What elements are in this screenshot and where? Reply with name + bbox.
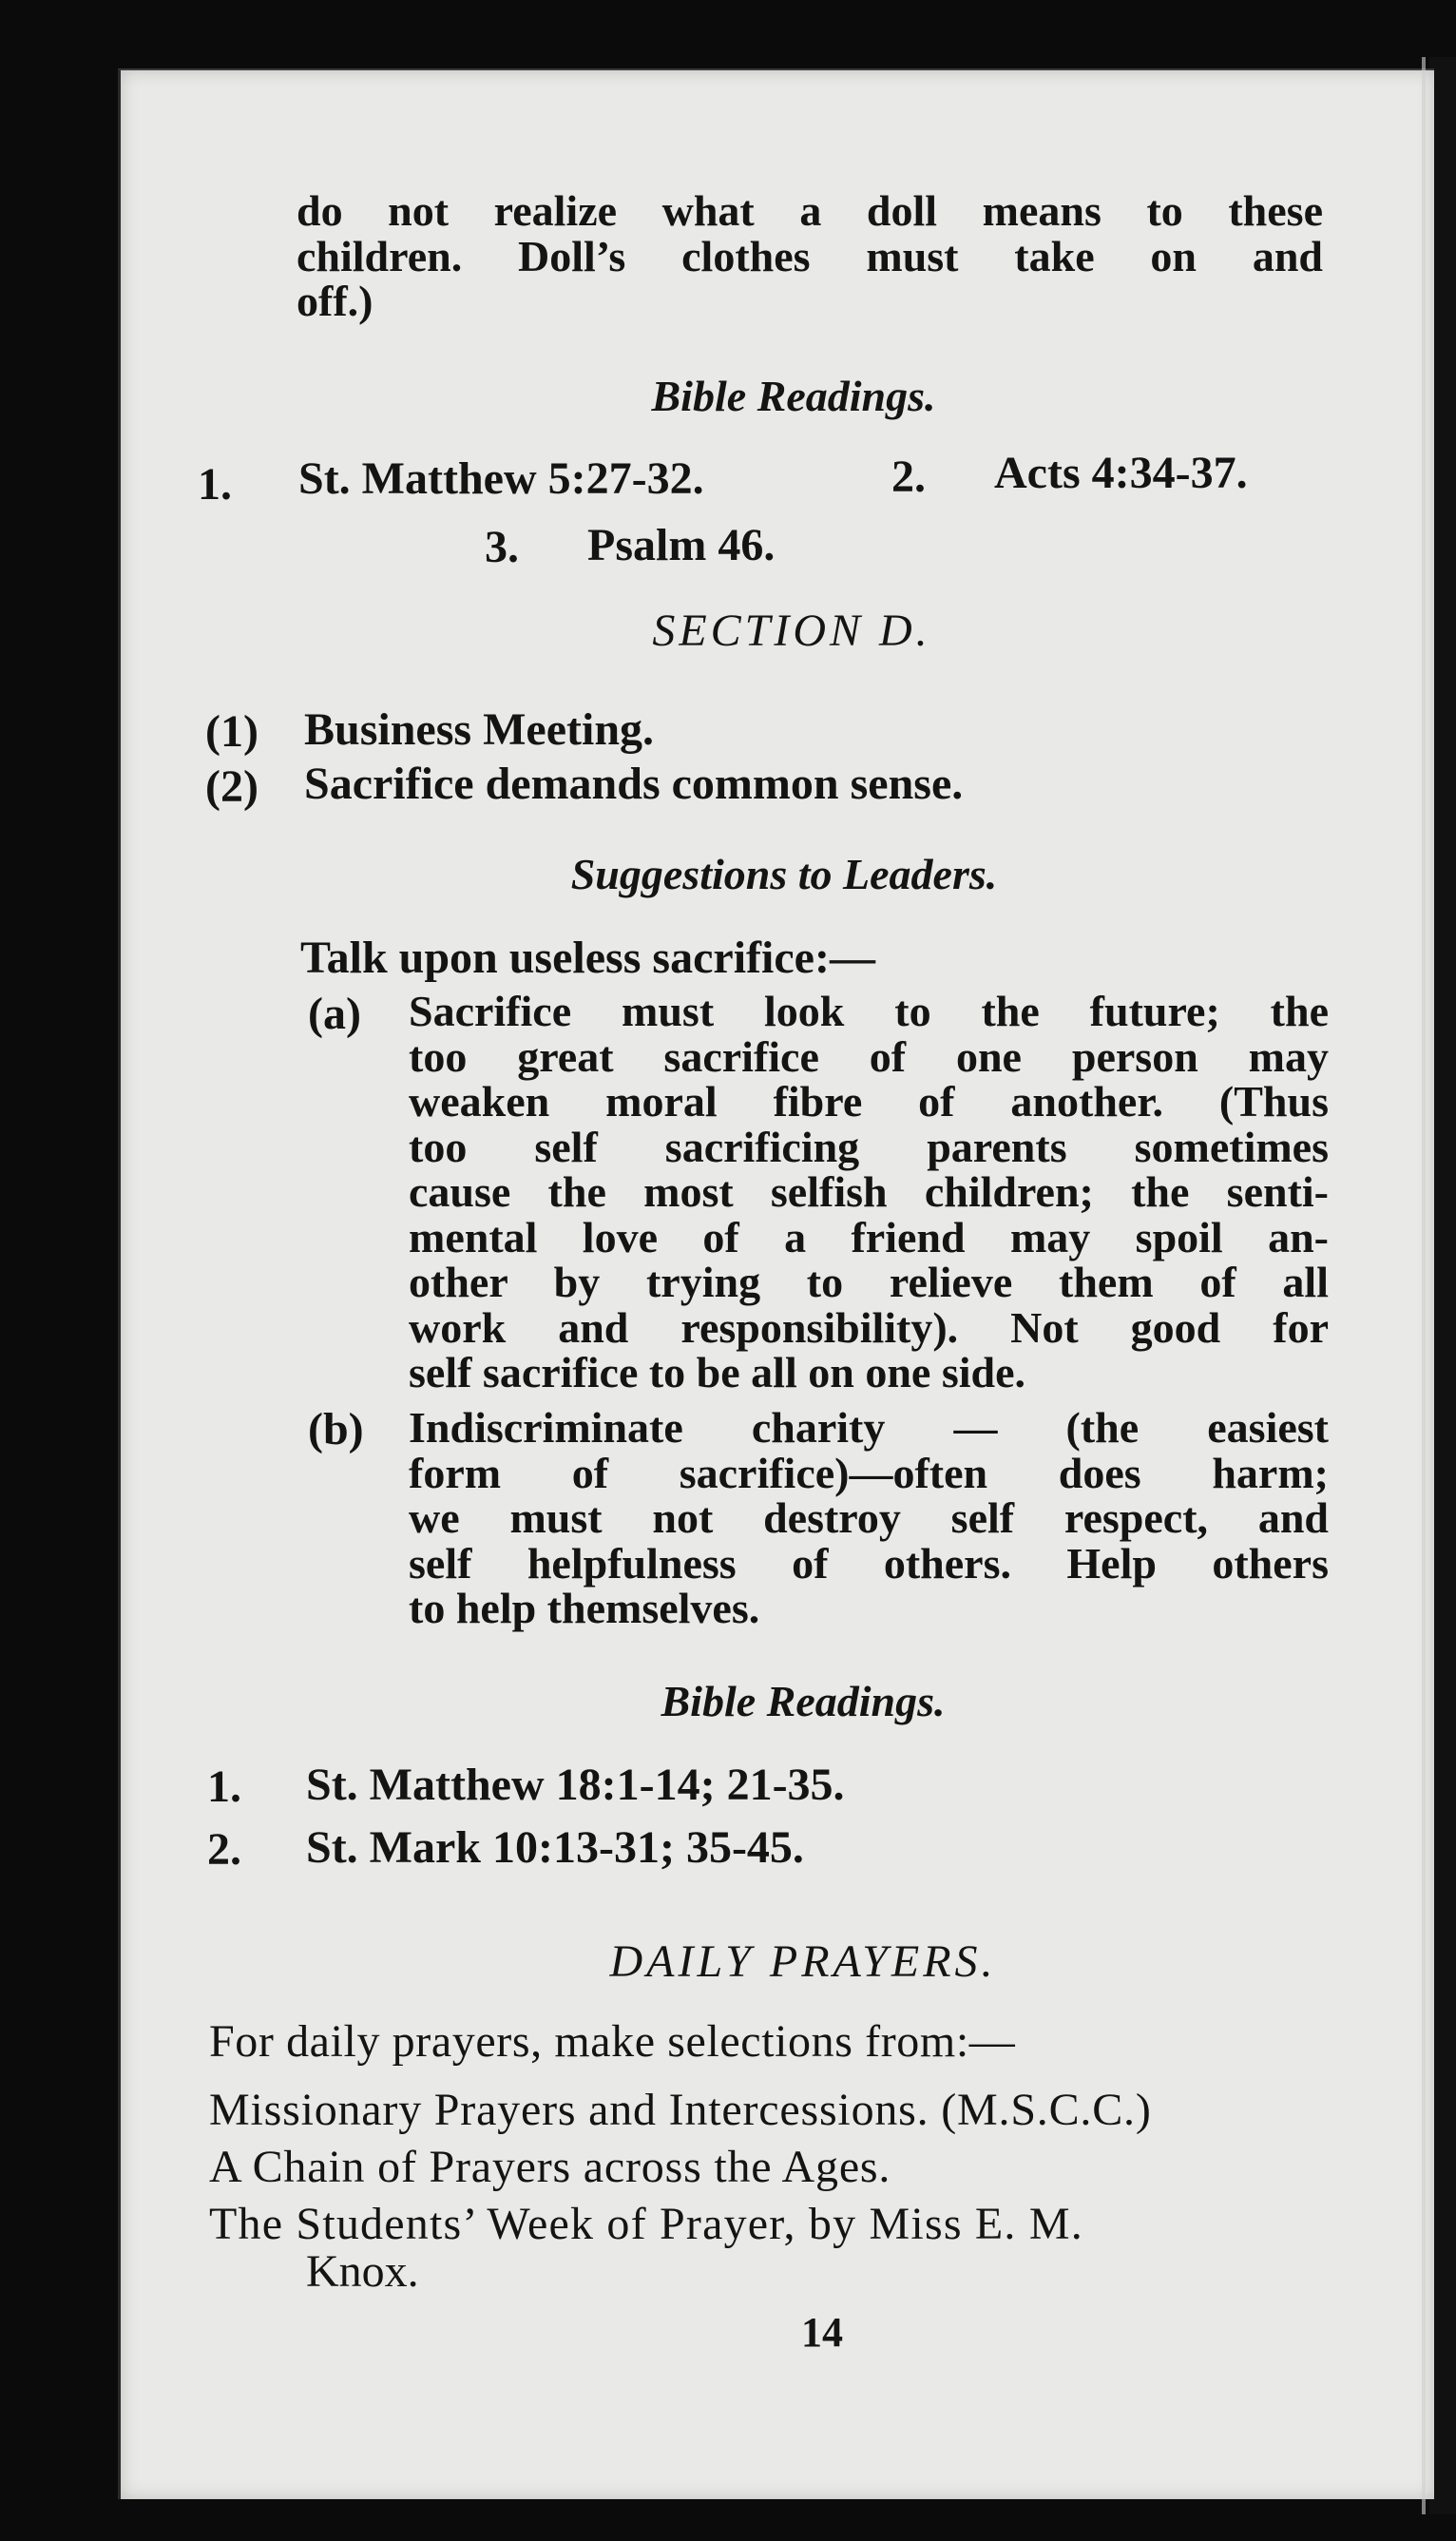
section-heading: SECTION D.	[652, 606, 931, 656]
reading-reference: St. Matthew 5:27-32.	[298, 453, 704, 504]
daily-intro: For daily prayers, make selections from:—	[209, 2016, 1016, 2067]
reading-number: 1.	[207, 1761, 241, 1812]
page-edge	[1422, 57, 1426, 2514]
paragraph-line: do not realize what a doll means to these	[297, 186, 1323, 235]
reading-reference: St. Mark 10:13-31; 35-45.	[306, 1822, 804, 1873]
item-a-text	[409, 989, 1329, 1396]
reading-reference: Acts 4:34-37.	[994, 448, 1248, 498]
daily-prayers-heading: DAILY PRAYERS.	[609, 1936, 997, 1987]
item-a-label: (a)	[308, 989, 361, 1039]
item-a-line: cause the most selfish children; the senti-	[409, 1167, 1329, 1216]
bible-readings-heading: Bible Readings.	[661, 1677, 946, 1725]
item-b-line: Indiscriminate charity — (the easiest	[409, 1403, 1329, 1452]
top-paragraph	[297, 188, 1323, 324]
item-a-line: weaken moral fibre of another. (Thus	[409, 1077, 1329, 1126]
prayer-source: A Chain of Prayers across the Ages.	[209, 2142, 891, 2192]
section-item-number: (2)	[205, 761, 259, 812]
item-b-line: to help themselves.	[409, 1584, 760, 1632]
item-a-line: other by trying to relieve them of all	[409, 1258, 1329, 1306]
page-number: 14	[801, 2309, 843, 2356]
item-a-line: self sacrifice to be all on one side.	[409, 1348, 1026, 1396]
reading-reference: Psalm 46.	[587, 520, 776, 570]
item-a-line: work and responsibility). Not good for	[409, 1302, 1329, 1352]
prayer-source: The Students’ Week of Prayer, by Miss E. M.	[209, 2199, 1083, 2249]
item-b-line: self helpfulness of others. Help others	[409, 1538, 1329, 1588]
item-b-text	[409, 1405, 1329, 1631]
reading-reference: St. Matthew 18:1-14; 21-35.	[306, 1760, 845, 1810]
reading-number: 2.	[207, 1824, 241, 1875]
item-a-line: mental love of a friend may spoil an-	[409, 1212, 1329, 1261]
section-item-text: Business Meeting.	[304, 704, 655, 755]
item-a-line: too self sacrificing parents sometimes	[409, 1122, 1329, 1171]
paragraph-line: off.)	[297, 277, 374, 325]
talk-intro: Talk upon useless sacrifice:—	[300, 933, 875, 983]
item-b-line: form of sacrifice)—often does harm;	[409, 1448, 1329, 1497]
item-a-line: Sacrifice must look to the future; the	[409, 987, 1329, 1035]
paragraph-line: children. Doll’s clothes must take on and	[297, 231, 1323, 280]
prayer-source: Missionary Prayers and Intercessions. (M.S.C.C.)	[209, 2085, 1152, 2135]
section-item-text: Sacrifice demands common sense.	[304, 759, 964, 809]
reading-number: 1.	[198, 459, 232, 510]
section-item-number: (1)	[205, 706, 259, 757]
reading-number: 3.	[485, 522, 519, 572]
suggestions-heading: Suggestions to Leaders.	[570, 850, 998, 898]
item-a-line: too great sacrifice of one person may	[409, 1031, 1329, 1081]
bible-readings-heading: Bible Readings.	[651, 372, 936, 420]
item-b-line: we must not destroy self respect, and	[409, 1493, 1329, 1542]
item-b-label: (b)	[308, 1404, 364, 1454]
reading-number: 2.	[891, 452, 926, 502]
prayer-source-continued: Knox.	[306, 2246, 419, 2297]
